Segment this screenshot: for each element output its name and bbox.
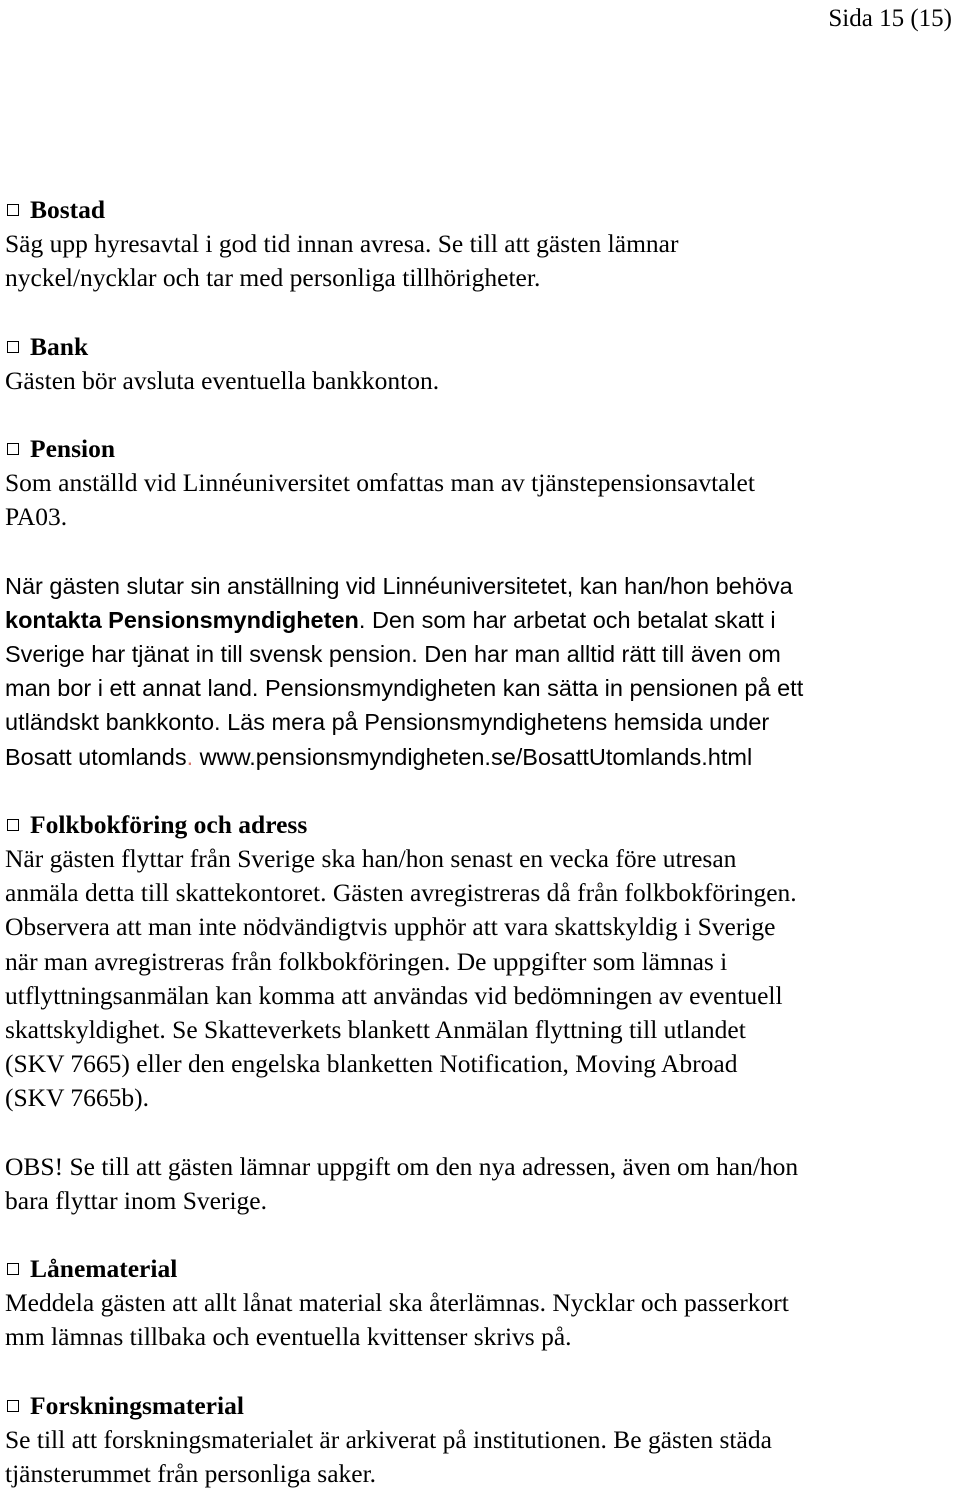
body-line: Meddela gästen att allt lånat material ska återlämnas. Nycklar och passerkort — [5, 1288, 789, 1318]
body-line: utflyttningsanmälan kan komma att användas vid bedömningen av eventuell — [5, 980, 783, 1010]
body-line: Som anställd vid Linnéuniversitet omfattas man av tjänstepensionsavtalet — [5, 468, 755, 498]
section-title-text: Pension — [30, 434, 116, 464]
body-line: Säg upp hyresavtal i god tid innan avresa. Se till att gästen lämnar — [5, 229, 679, 259]
obs-line: OBS! Se till att gästen lämnar uppgift om den nya adressen, även om han/hon — [5, 1151, 799, 1181]
section-title-text: Lånematerial — [30, 1254, 178, 1284]
body-line: När gästen slutar sin anställning vid Linnéuniversitetet, kan han/hon behöva — [5, 572, 793, 599]
section-folkbokforing — [5, 808, 955, 1218]
section-title-lanematerial — [5, 1252, 955, 1286]
spacer — [5, 296, 955, 330]
section-title-text: Forskningsmaterial — [30, 1390, 244, 1420]
body-line: Sverige har tjänat in till svensk pension. Den har man alltid rätt till även om — [5, 641, 781, 668]
section-lanematerial — [5, 1252, 955, 1355]
obs-line: bara flyttar inom Sverige. — [5, 1185, 267, 1215]
pension-info-block — [5, 569, 955, 774]
checkbox-icon — [7, 1400, 19, 1412]
body-line — [5, 740, 955, 774]
section-title-text: Bostad — [30, 195, 106, 224]
checkbox-icon — [7, 341, 19, 353]
body-line: anmäla detta till skattekontoret. Gästen avregistreras då från folkbokföringen. — [5, 878, 797, 908]
section-title-forskningsmaterial — [5, 1389, 955, 1423]
body-line: Gästen bör avsluta eventuella bankkonton. — [5, 365, 440, 395]
checkbox-icon — [7, 1263, 19, 1275]
spacer — [5, 1355, 955, 1389]
spacer — [5, 398, 955, 432]
body-line: nyckel/nycklar och tar med personliga tillhörigheter. — [5, 263, 541, 293]
section-title-pension — [5, 432, 955, 466]
body-line: PA03. — [5, 502, 68, 532]
section-bostad — [5, 193, 955, 296]
pension-url-link[interactable]: www.pensionsmyndigheten.se/BosattUtomlands.html — [193, 743, 753, 770]
spacer — [5, 1218, 955, 1252]
body-line — [5, 603, 955, 637]
body-line: Se till att forskningsmaterialet är arkiverat på institutionen. Be gästen städa — [5, 1424, 772, 1454]
spacer — [5, 774, 955, 808]
checkbox-icon — [7, 819, 19, 831]
body-line: när man avregistreras från folkbokföringen. De uppgifter som lämnas i — [5, 946, 728, 976]
body-line: (SKV 7665) eller den engelska blanketten Notification, Moving Abroad — [5, 1049, 738, 1079]
body-line: tjänsterummet från personliga saker. — [5, 1459, 377, 1489]
document-body — [5, 193, 955, 1491]
body-line: (SKV 7665b). — [5, 1083, 150, 1113]
section-title-folkbokforing — [5, 808, 955, 842]
body-line: skattskyldighet. Se Skatteverkets blankett Anmälan flyttning till utlandet — [5, 1015, 746, 1045]
body-text: . Den som har arbetat och betalat skatt i — [358, 606, 776, 633]
body-line: man bor i ett annat land. Pensionsmyndigheten kan sätta in pensionen på ett — [5, 675, 804, 702]
body-text: Bosatt utomlands — [5, 743, 187, 770]
section-forskningsmaterial — [5, 1389, 955, 1492]
body-line: När gästen flyttar från Sverige ska han/hon senast en vecka före utresan — [5, 844, 737, 874]
section-title-bank — [5, 330, 955, 364]
link-dot: . — [186, 743, 194, 770]
spacer — [5, 535, 955, 569]
body-line: mm lämnas tillbaka och eventuella kvittenser skrivs på. — [5, 1322, 572, 1352]
checkbox-icon — [7, 204, 19, 216]
section-title-text: Bank — [30, 331, 89, 361]
section-title-bostad — [5, 193, 955, 227]
body-line: Observera att man inte nödvändigtvis upphör att vara skattskyldig i Sverige — [5, 912, 776, 942]
section-bank — [5, 330, 955, 398]
section-pension — [5, 432, 955, 774]
emphasis-text: kontakta Pensionsmyndigheten — [5, 606, 359, 633]
spacer — [5, 1116, 955, 1150]
page-number: Sida 15 (15) — [828, 5, 952, 32]
body-line: utländskt bankkonto. Läs mera på Pensionsmyndighetens hemsida under — [5, 709, 770, 736]
checkbox-icon — [7, 443, 19, 455]
section-title-text: Folkbokföring och adress — [30, 809, 308, 839]
